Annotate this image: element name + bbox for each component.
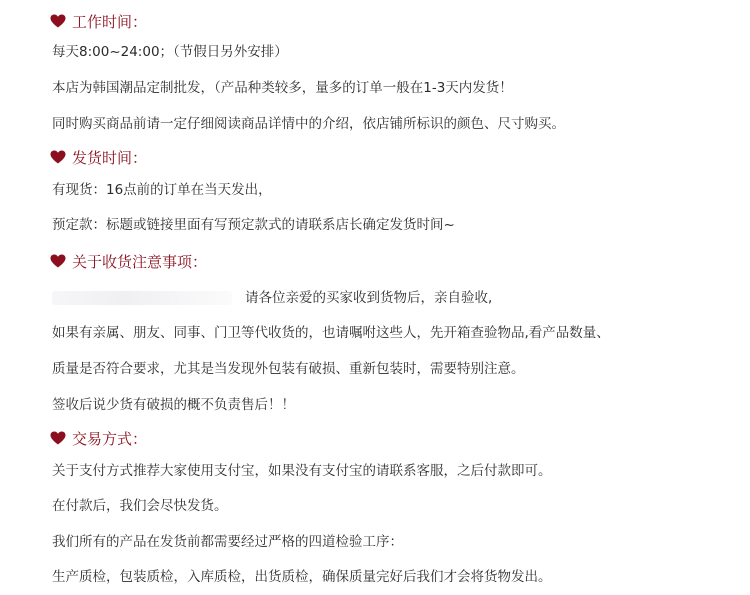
heart-icon: [50, 150, 66, 164]
heading-text: 发货时间：: [72, 148, 148, 167]
text-line: 同时购买商品前请一定仔细阅读商品详情中的介绍，依店铺所标识的颜色、尺寸购买。: [52, 116, 565, 132]
text-line: 每天8:00~24:00；（节假日另外安排）: [52, 44, 288, 60]
heart-icon: [50, 14, 66, 28]
section-heading-work-hours: [50, 10, 147, 32]
text-line: 生产质检，包装质检，入库质检，出货质检，确保质量完好后我们才会将货物发出。: [52, 569, 552, 585]
text-line: 我们所有的产品在发货前都需要经过严格的四道检验工序：: [52, 534, 403, 550]
blurred-text: [52, 291, 232, 305]
heart-icon: [50, 254, 66, 268]
text-line: 有现货：16点前的订单在当天发出，: [52, 182, 272, 198]
text-line: 关于支付方式推荐大家使用支付宝，如果没有支付宝的请联系客服，之后付款即可。: [52, 463, 552, 479]
heading-text: 交易方式：: [72, 429, 148, 448]
heading-text: 关于收货注意事项：: [72, 252, 208, 271]
section-heading-receiving-notes: [50, 250, 207, 272]
heart-icon: [50, 431, 66, 445]
text-line: 如果有亲属、朋友、同事、门卫等代收货的，也请嘱咐这些人，先开箱查验物品,看产品数量、: [52, 325, 610, 341]
text-line: 预定款：标题或链接里面有写预定款式的请联系店长确定发货时间~: [52, 217, 455, 233]
text-line: 质量是否符合要求，尤其是当发现外包装有破损、重新包装时，需要特别注意。: [52, 361, 525, 377]
text-line: 签收后说少货有破损的概不负责售后！！: [52, 397, 295, 413]
heading-text: 工作时间：: [72, 12, 148, 31]
text-line: 请各位亲爱的买家收到货物后，亲自验收,: [245, 290, 493, 306]
section-heading-shipping-time: [50, 146, 147, 168]
text-line: 本店为韩国潮品定制批发，（产品种类较多，量多的订单一般在1-3天内发货！: [52, 80, 513, 96]
text-line: 在付款后，我们会尽快发货。: [52, 498, 228, 514]
section-heading-payment-methods: [50, 427, 147, 449]
